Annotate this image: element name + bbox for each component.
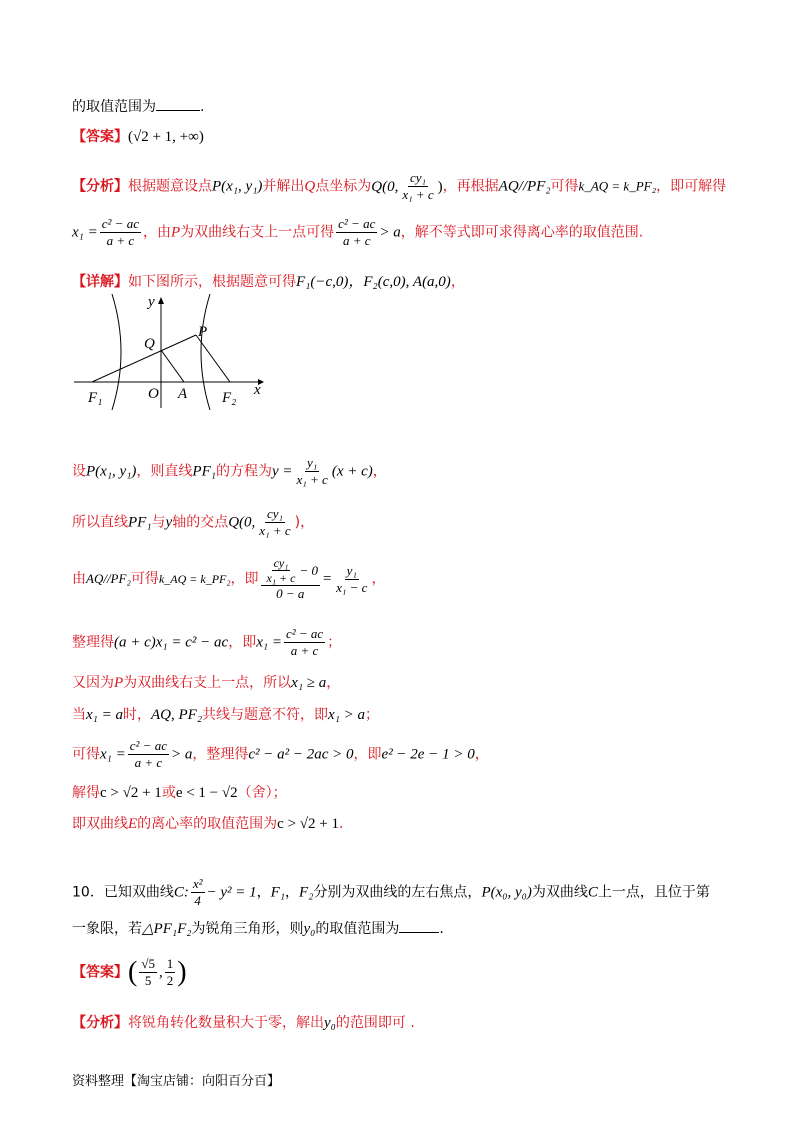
frac-num: y₁	[307, 455, 318, 470]
frac-den: x₁ − c	[336, 579, 368, 595]
math: > a	[170, 746, 193, 763]
text: .	[338, 816, 344, 832]
text: ，整理得	[192, 746, 249, 763]
analysis-label: 【分析】	[72, 1015, 128, 1031]
math: F₁(−c,0)，F₂(c,0), A(a,0)	[296, 274, 451, 290]
frac-den: x₁ + c	[266, 571, 296, 585]
p9-step8	[72, 782, 287, 802]
text: 可得	[550, 178, 579, 195]
frac-den: x₁ + c	[296, 472, 328, 487]
math: AQ//PF₂	[498, 178, 551, 195]
frac-num: √5	[141, 956, 155, 971]
text: 当	[72, 707, 86, 723]
label-a: A	[178, 386, 188, 402]
text: 整理得	[72, 634, 114, 651]
text: 如下图所示，根据题意可得	[128, 274, 296, 290]
frac-den: 0 − a	[276, 586, 305, 601]
analysis-label: 【分析】	[72, 178, 128, 195]
hyperbola-figure	[72, 290, 272, 410]
fraction	[257, 506, 292, 539]
p10-answer: 【答案】( $\frac{√5}{5}$ , $\frac{1}{2}$ )	[72, 956, 187, 988]
p9-analysis: 【分析】根据题意设点P(x₁, y₁)并解出Q点坐标为Q(0, $\frac{\text{cy₁}}{\text{x₁ + c}}$ )，再根据AQ//PF₂可得k_AQ = k_PF₂，即可解得	[72, 170, 727, 202]
fraction	[139, 956, 157, 989]
label-o: O	[148, 386, 159, 402]
text: 的取值范围为	[315, 921, 400, 937]
label-y: y	[148, 294, 155, 310]
math: y =	[271, 463, 293, 480]
math: PF₁	[192, 463, 216, 480]
p9-step9	[72, 813, 343, 833]
math: P(x₁, y₁)	[212, 178, 263, 195]
fraction	[128, 738, 169, 771]
math: e² − 2e − 1 > 0	[381, 746, 475, 763]
p10-line2	[72, 918, 444, 938]
fraction	[261, 556, 320, 602]
paren: (	[128, 956, 138, 988]
math: (a + c)x₁ = c² − ac	[114, 634, 229, 651]
frac-den: 4	[194, 893, 201, 908]
text: 上一点，且位于第	[597, 884, 710, 901]
answer-label: 【答案】	[72, 129, 128, 145]
text: 将锐角转化数量积大于零，解出	[128, 1015, 324, 1031]
frac-num: c² − ac	[338, 216, 376, 231]
fraction	[100, 216, 141, 249]
frac-num: c² − ac	[129, 738, 167, 753]
math: F₁	[270, 884, 286, 901]
frac-num: 1	[166, 956, 174, 971]
math: > a	[379, 224, 401, 241]
text: 根据题意设点	[128, 178, 212, 195]
frac-num: c² − ac	[285, 626, 324, 641]
math: x₁ ≥ a	[291, 675, 327, 691]
text: 或	[161, 785, 176, 801]
label-q: Q	[144, 336, 155, 352]
text: 分别为双曲线的左右焦点，	[313, 884, 482, 901]
paren: )	[177, 956, 187, 988]
text: 解得	[72, 785, 100, 801]
p9-step3	[72, 556, 385, 602]
problem-number: 10．	[72, 884, 104, 901]
math: C:	[173, 884, 189, 901]
text: ，	[474, 746, 489, 763]
text: ，	[372, 463, 387, 480]
frac-num: cy₁	[409, 170, 427, 185]
math: (x + c)	[331, 463, 373, 480]
label-p: P	[198, 324, 208, 340]
fraction	[400, 170, 435, 203]
math: △PF₁F₂	[142, 921, 192, 937]
p9-step1	[72, 455, 387, 488]
text: 点坐标为	[315, 178, 372, 195]
text: ，则直线	[136, 463, 193, 480]
frac-den: x₁ + c	[259, 523, 291, 538]
math: P	[170, 224, 181, 241]
p10-line1	[72, 876, 710, 909]
text: 又因为	[72, 675, 114, 691]
text: 共线与题意不符，即	[202, 707, 329, 723]
math: x₁ =	[100, 746, 126, 763]
math: E	[128, 816, 138, 832]
p10-analysis	[72, 1012, 415, 1032]
math: C	[587, 884, 598, 901]
label-x: x	[254, 382, 261, 398]
text: 的离心率的取值范围为	[137, 816, 278, 832]
text: ，即可解得	[656, 178, 727, 195]
math: c² − a² − 2ac > 0	[248, 746, 354, 763]
frac-num: y₁	[346, 562, 357, 578]
math: − y² = 1	[206, 884, 257, 901]
frac-num: cy₁	[273, 556, 289, 570]
text: 的范围即可 .	[335, 1015, 415, 1031]
text: 与	[151, 514, 166, 531]
text: 为双曲线	[531, 884, 588, 901]
fraction	[334, 563, 369, 596]
text: )，	[294, 514, 315, 531]
p9-step7	[72, 738, 489, 771]
text: 轴的交点	[172, 514, 229, 531]
math: y	[165, 514, 173, 531]
p9-step5	[72, 672, 340, 692]
text: 已知双曲线	[103, 884, 174, 901]
label-f1: F₁	[88, 390, 103, 406]
text: 并解出	[262, 178, 305, 195]
fraction	[284, 626, 325, 659]
frac-num: cy₁	[266, 506, 283, 521]
text: ，即	[230, 571, 259, 587]
p9-step6	[72, 704, 379, 724]
answer-blank	[399, 932, 439, 933]
line-q-a	[161, 350, 184, 382]
text: ，解不等式即可求得离心率的取值范围.	[400, 224, 644, 241]
text: ，再根据	[442, 178, 499, 195]
math: Q(0,	[228, 514, 256, 531]
text: .	[439, 921, 444, 937]
math: P(x₀, y₀)	[481, 884, 532, 901]
text: ；	[365, 707, 380, 723]
p9-step2	[72, 506, 314, 539]
math: P	[114, 675, 124, 691]
fraction	[336, 216, 377, 249]
text: ，	[326, 675, 341, 691]
text: ，	[285, 884, 300, 901]
fraction	[294, 455, 329, 488]
detail-label: 【详解】	[72, 274, 128, 290]
text: 为双曲线右支上一点，所以	[123, 675, 292, 691]
math: Q	[304, 178, 316, 195]
text: 为锐角三角形，则	[191, 921, 304, 937]
text: ，即	[228, 634, 257, 651]
math: − 0	[299, 562, 318, 578]
math: PF₁	[128, 514, 152, 531]
text: 设	[72, 463, 86, 480]
answer-label: 【答案】	[72, 964, 128, 981]
answer-math: (√2 + 1, +∞)	[128, 129, 204, 145]
frac-den: 2	[166, 973, 174, 988]
text: 时，	[123, 707, 151, 723]
text: ，	[371, 571, 386, 587]
text: 为双曲线右支上一点可得	[180, 224, 335, 241]
p9-analysis2	[72, 216, 643, 249]
math: k_AQ = k_PF₂	[578, 178, 657, 194]
text: 所以直线	[72, 514, 128, 531]
footer: 资料整理【淘宝店铺：向阳百分百】	[72, 1074, 281, 1089]
text: ；	[327, 634, 342, 651]
math: F₂	[299, 884, 314, 901]
text: ，	[256, 884, 271, 901]
label-f2: F₂	[222, 390, 237, 406]
fraction	[191, 876, 205, 909]
frac-den: 5	[144, 973, 152, 988]
math: c > √2 + 1	[277, 816, 339, 832]
math: x₁ =	[256, 634, 282, 651]
text: ，	[450, 274, 465, 290]
math: y₀	[303, 921, 316, 937]
math: k_AQ = k_PF₂	[158, 572, 231, 586]
frac-den: a + c	[106, 233, 135, 248]
math: x₁ > a	[328, 707, 366, 723]
frac-num: x²	[192, 876, 203, 891]
math: P(x₁, y₁)	[86, 463, 137, 480]
p9-step4	[72, 626, 341, 659]
text: ，由	[142, 224, 171, 241]
math: Q(0,	[371, 178, 399, 195]
frac-den: x₁ + c	[402, 187, 434, 202]
math: e < 1 − √2	[175, 785, 238, 801]
left-branch	[112, 294, 121, 410]
p9-detail	[72, 270, 465, 291]
math: x₁ =	[72, 224, 98, 241]
p9-line1	[72, 96, 204, 116]
math: c > √2 + 1	[100, 785, 162, 801]
text: 可得	[130, 571, 159, 587]
text: 的方程为	[215, 463, 272, 480]
p9-answer	[72, 126, 204, 146]
math: y₀	[324, 1015, 336, 1031]
answer-blank	[156, 110, 200, 111]
text: .	[200, 99, 205, 115]
math: AQ, PF₂	[151, 707, 203, 723]
frac-num: c² − ac	[101, 216, 139, 231]
frac-den: a + c	[290, 643, 319, 658]
text: 的取值范围为	[72, 99, 156, 115]
frac-den: a + c	[342, 233, 371, 248]
text: 可得	[72, 746, 100, 763]
text: ，即	[353, 746, 382, 763]
text: 由	[72, 571, 86, 587]
y-axis-arrow	[158, 297, 164, 304]
fraction	[165, 956, 176, 989]
text: （舍）；	[237, 785, 287, 801]
math: AQ//PF₂	[86, 571, 131, 586]
math: =	[322, 571, 333, 587]
text: 即双曲线	[72, 816, 128, 832]
frac-den: a + c	[134, 755, 163, 770]
math: x₁ = a	[86, 707, 123, 723]
text: 一象限，若	[72, 921, 142, 937]
